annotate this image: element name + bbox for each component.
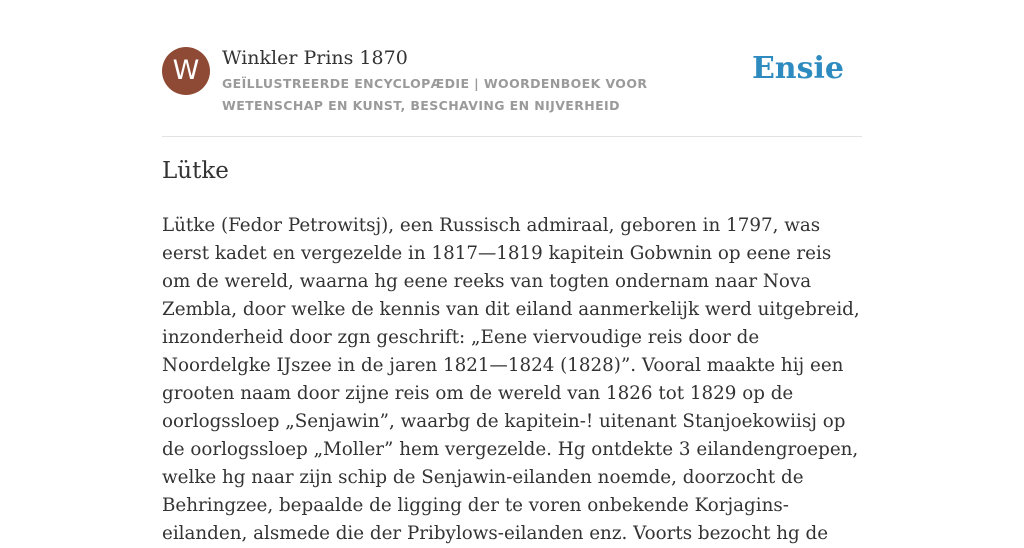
article-title: Lütke (162, 158, 229, 184)
source-subtitle: GEÏLLUSTREERDE ENCYCLOPÆDIE | WOORDENBOEK VOOR WETENSCHAP EN KUNST, BESCHAVING EN NIJVERHEID (222, 76, 648, 113)
site-header (162, 44, 862, 137)
ensie-logo[interactable]: Ensie (751, 51, 844, 86)
source-title[interactable]: Winkler Prins 1870 (222, 47, 408, 69)
avatar[interactable]: W (162, 47, 210, 95)
article-body: Lütke (Fedor Petrowitsj), een Russisch admiraal, geboren in 1797, was eerst kadet en vergezelde in 1817—1819 kapitein Gobwnin op eene reis om de wereld, waarna hg eene reeks van togten ondernam naar Nova Zembla, door welke de kennis van dit eiland aanmerkelijk werd uitgebreid, inzonderheid door zgn geschrift: „Eene viervoudige reis door de Noordelgke IJszee in de jaren 1821—1824 (1828)”. Vooral maakte hij een grooten naam door zijne reis om de wereld van 1826 tot 1829 op de oorlogssloep „Senjawin”, waarbg de kapitein-! uitenant Stanjoekowiisj op de oorlogssloep „Moller” hem vergezelde. Hg ontdekte 3 eilandengroepen, welke hg naar zijn schip de Senjawin-eilanden noemde, doorzocht de Behringzee, bepaalde de ligging der te voren onbekende Korjagins-eilanden, alsmede die der Pribylows-eilanden enz. Voorts bezocht hg de (162, 215, 860, 544)
